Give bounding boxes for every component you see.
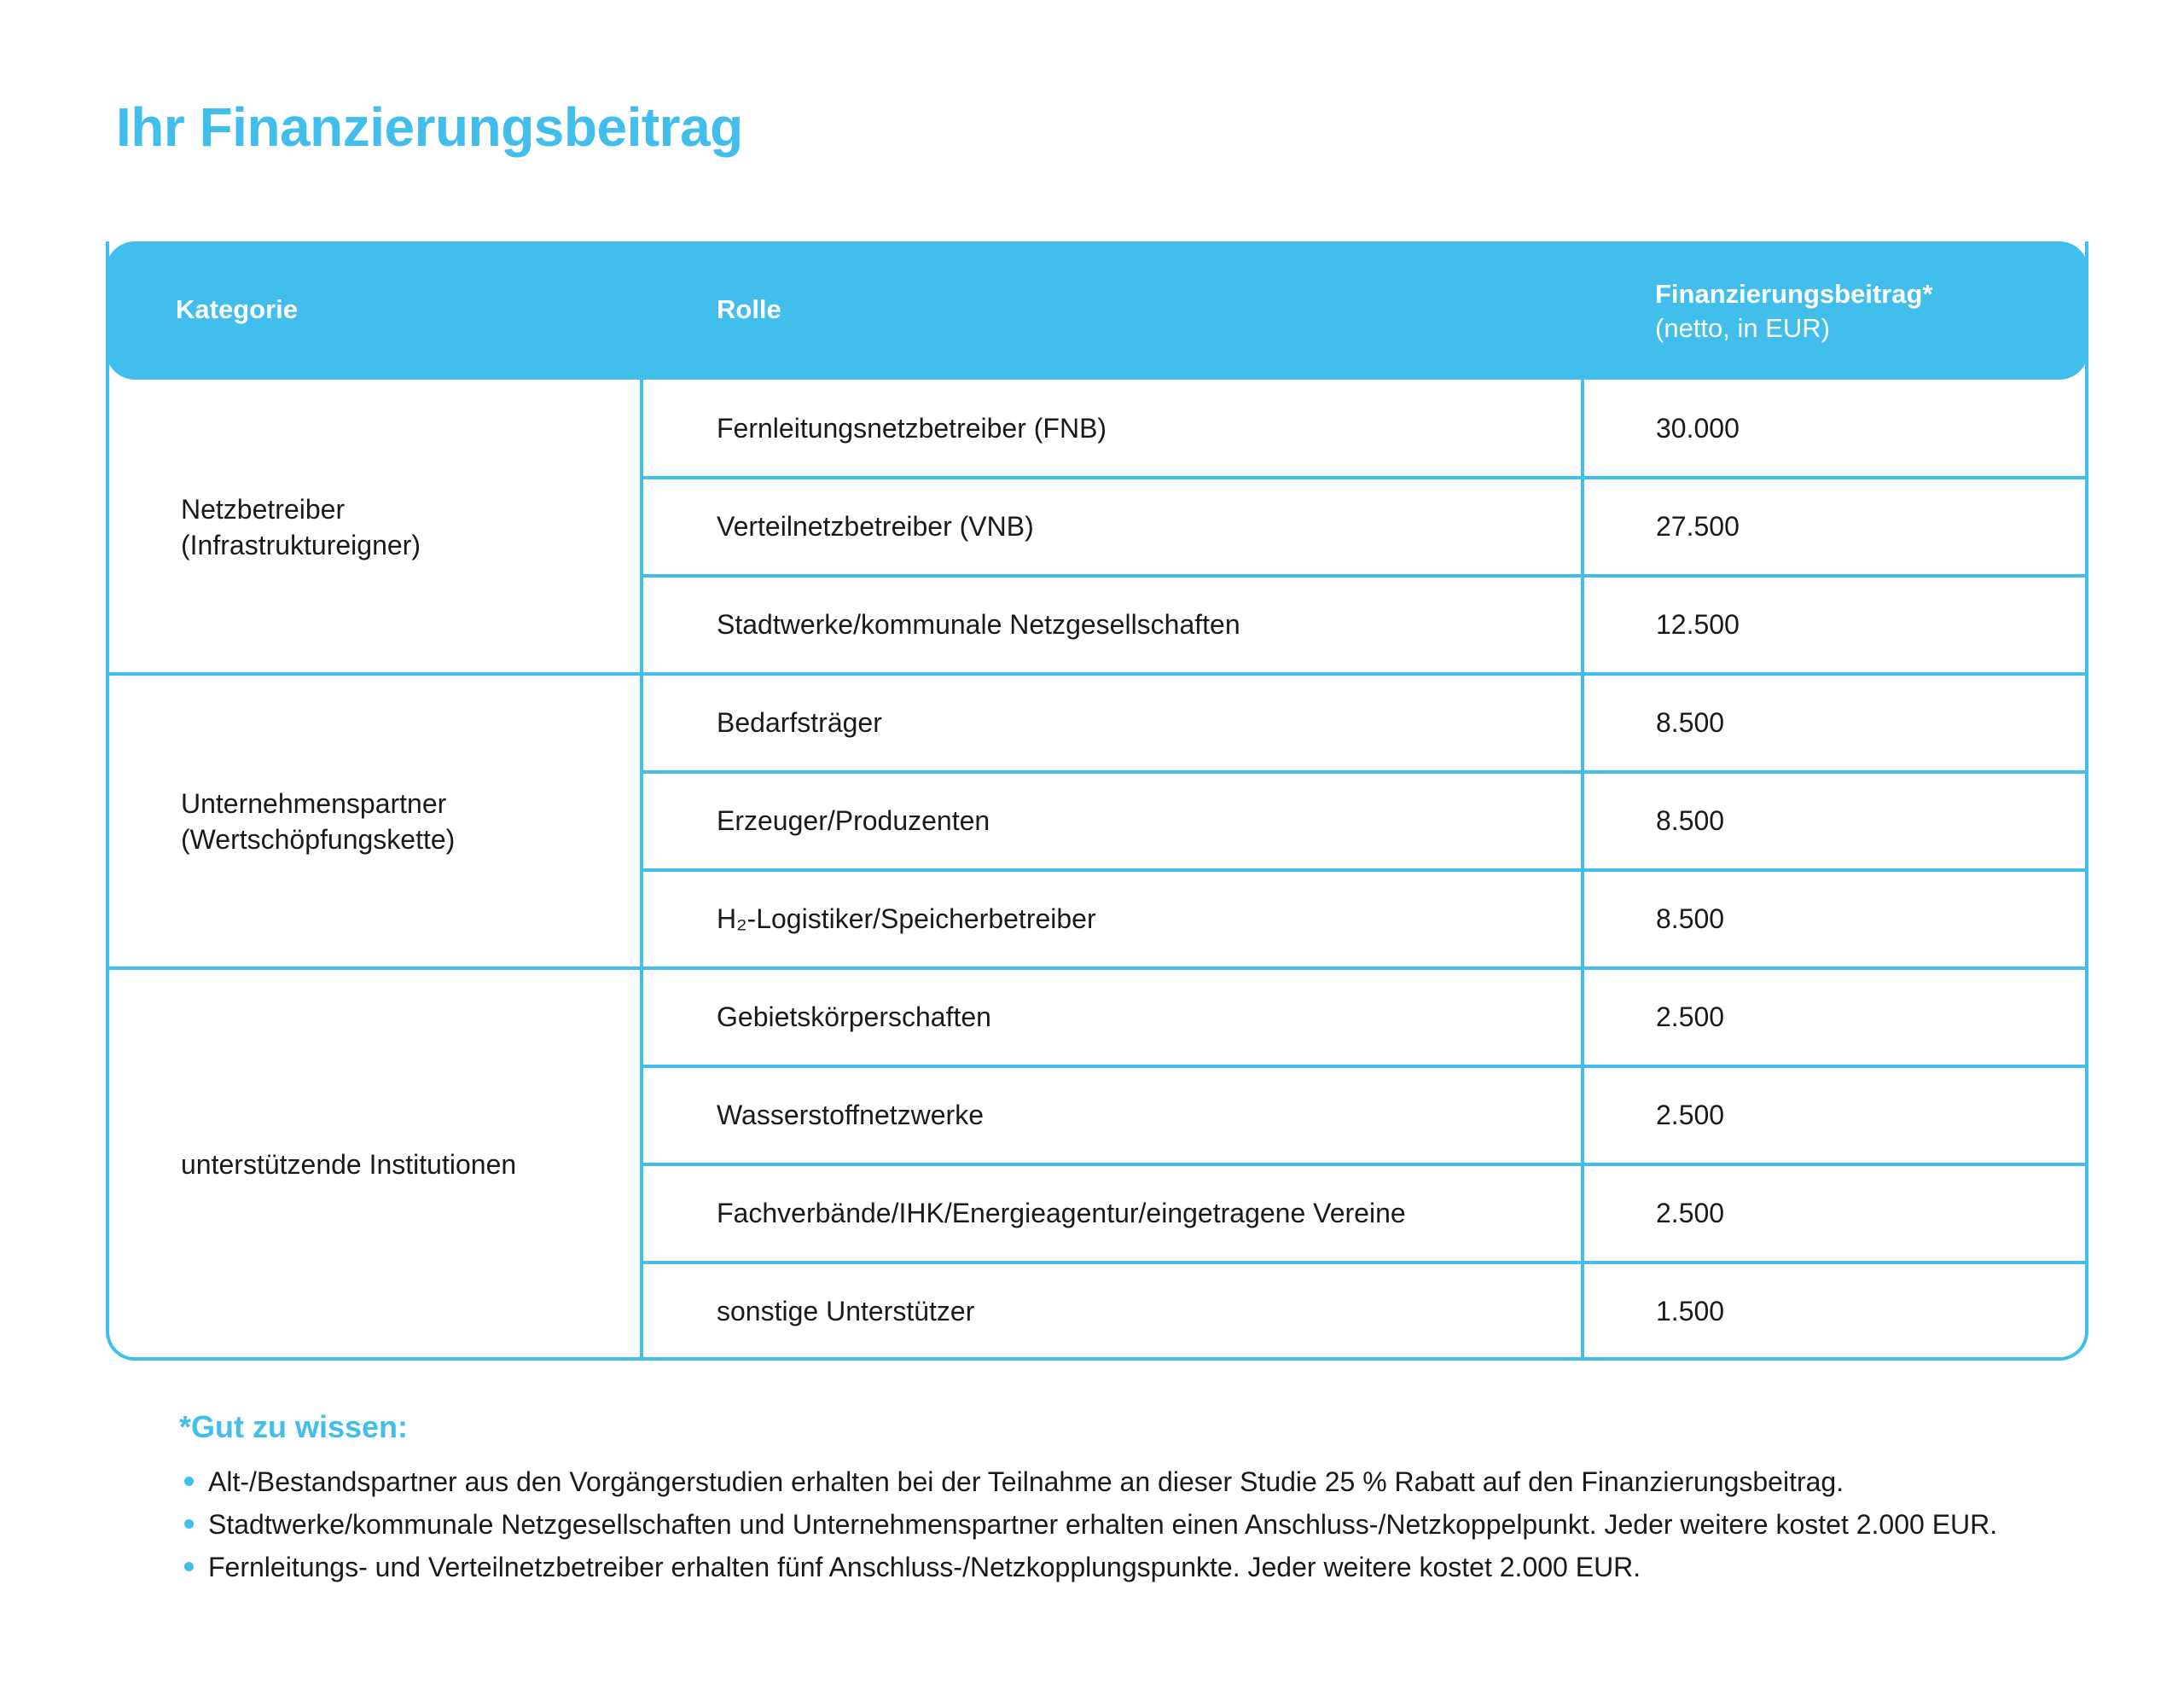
note-item: Fernleitungs- und Verteilnetzbetreiber erhalten fünf Anschluss-/Netzkopplungspunkte. Jeder weitere kostet 2.000 EUR. — [179, 1549, 2013, 1585]
amount-cell: 2.500 — [1656, 1001, 1725, 1032]
amount-cell: 1.500 — [1656, 1296, 1725, 1326]
role-cell: Verteilnetzbetreiber (VNB) — [717, 511, 1034, 542]
role-cell: H₂-Logistiker/Speicherbetreiber — [717, 903, 1096, 934]
header-role: Rolle — [717, 294, 781, 324]
category-cell — [181, 491, 421, 563]
row-divider — [109, 672, 2085, 676]
note-item: Alt-/Bestandspartner aus den Vorgängerstudien erhalten bei der Teilnahme an dieser Studie 25 % Rabatt auf den Finanzierungsbeitrag. — [179, 1464, 2013, 1500]
column-divider — [1581, 376, 1584, 1357]
table-header — [106, 241, 2088, 380]
header-amount — [1655, 279, 1933, 344]
row-divider — [640, 1163, 2085, 1166]
category-sub: (Infrastruktureigner) — [181, 529, 421, 560]
category-cell — [181, 786, 455, 857]
header-category: Kategorie — [176, 294, 298, 324]
amount-cell: 2.500 — [1656, 1198, 1725, 1228]
role-cell: Wasserstoffnetzwerke — [717, 1100, 984, 1130]
category-label: Unternehmenspartner — [181, 787, 447, 819]
amount-cell: 8.500 — [1656, 903, 1725, 934]
bullet-icon — [184, 1562, 194, 1571]
category-label: Netzbetreiber — [181, 493, 346, 525]
role-cell: Gebietskörperschaften — [717, 1001, 991, 1032]
header-amount-sub: (netto, in EUR) — [1655, 313, 1831, 343]
bullet-icon — [184, 1519, 194, 1529]
row-divider — [640, 1065, 2085, 1068]
funding-table — [106, 241, 2088, 1361]
role-cell: sonstige Unterstützer — [717, 1296, 975, 1326]
role-cell: Erzeuger/Produzenten — [717, 805, 990, 836]
category-label: unterstützende Institutionen — [181, 1149, 517, 1180]
role-cell: Fachverbände/IHK/Energieagentur/eingetragene Vereine — [717, 1198, 1406, 1228]
row-divider — [640, 476, 2085, 479]
row-divider — [640, 770, 2085, 774]
role-cell: Bedarfsträger — [717, 707, 882, 738]
row-divider — [109, 966, 2085, 970]
row-divider — [640, 1261, 2085, 1264]
notes-section — [179, 1409, 2013, 1592]
amount-cell: 2.500 — [1656, 1100, 1725, 1130]
category-cell — [181, 1146, 516, 1182]
bullet-icon — [184, 1477, 194, 1486]
category-sub: (Wertschöpfungskette) — [181, 823, 456, 855]
notes-title: *Gut zu wissen: — [179, 1409, 409, 1444]
amount-cell: 12.500 — [1656, 609, 1740, 640]
amount-cell: 8.500 — [1656, 805, 1725, 836]
header-amount-label: Finanzierungsbeitrag* — [1655, 279, 1933, 309]
column-divider — [640, 376, 643, 1357]
page-title: Ihr Finanzierungsbeitrag — [116, 96, 743, 158]
role-cell: Stadtwerke/kommunale Netzgesellschaften — [717, 609, 1240, 640]
role-cell: Fernleitungsnetzbetreiber (FNB) — [717, 413, 1107, 444]
amount-cell: 27.500 — [1656, 511, 1740, 542]
row-divider — [640, 868, 2085, 872]
amount-cell: 30.000 — [1656, 413, 1740, 444]
row-divider — [640, 574, 2085, 578]
amount-cell: 8.500 — [1656, 707, 1725, 738]
note-item: Stadtwerke/kommunale Netzgesellschaften und Unternehmenspartner erhalten einen Anschluss-/Netzkoppelpunkt. Jeder weitere kostet 2.000 EUR. — [179, 1506, 2013, 1542]
